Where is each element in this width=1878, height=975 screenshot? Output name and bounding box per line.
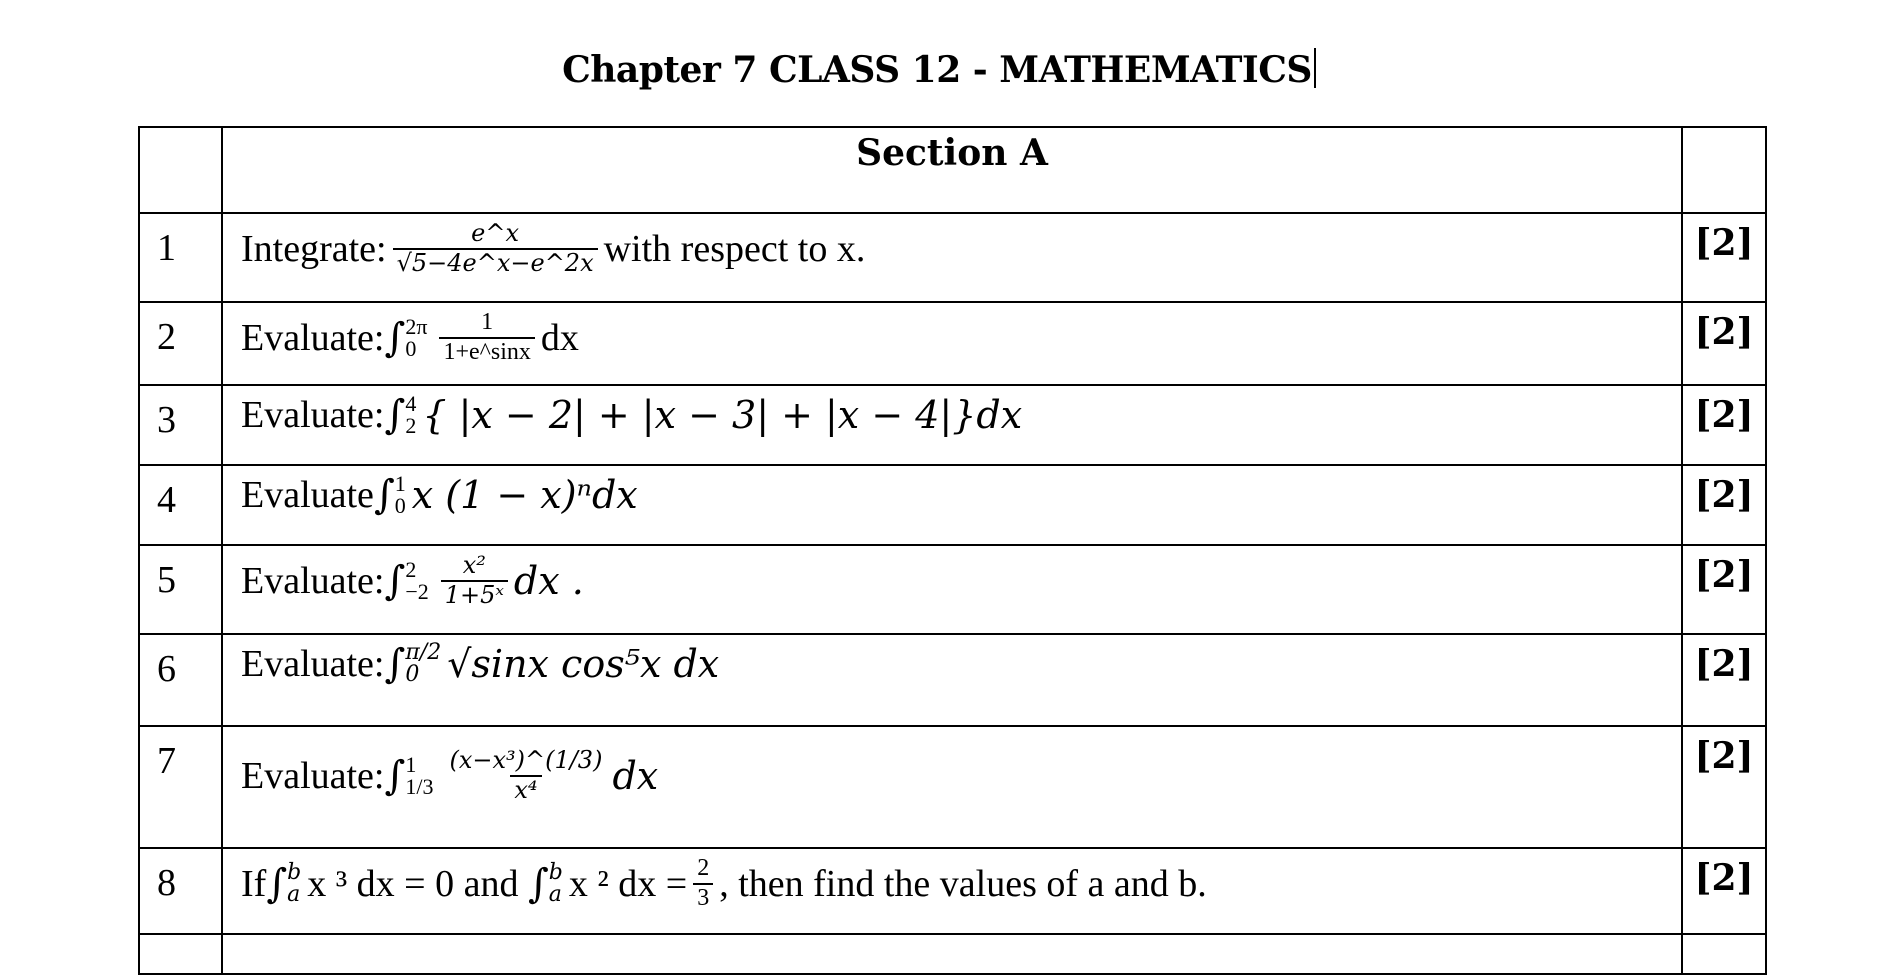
table-row	[139, 634, 1766, 726]
page-title	[0, 48, 1878, 91]
marks-label: [2]	[1682, 848, 1766, 934]
question-text: Integrate: $\frac{e\^{}x}{√5-4e\^{}x-e\^{}2x}$ with respect to x.	[222, 213, 1682, 302]
question-text: Evaluate: ∫ π/2 0 √sinx cos⁵x dx	[222, 634, 1682, 726]
table-row	[139, 465, 1766, 545]
table-row	[139, 545, 1766, 634]
integral-sign-icon: ∫	[527, 860, 549, 907]
cell-empty	[1682, 934, 1766, 974]
cell-empty	[139, 934, 222, 974]
integral-sign-icon: ∫	[384, 314, 406, 361]
marks-label: [2]	[1682, 465, 1766, 545]
integral-limits: 2 −2	[405, 556, 429, 604]
section-title: Section A	[222, 127, 1682, 213]
question-number: 1	[139, 213, 222, 302]
fraction: $\frac{1}{1+e\^{}\sin x}$	[439, 309, 534, 366]
table-row	[139, 302, 1766, 385]
marks-label: [2]	[1682, 545, 1766, 634]
questions-table	[138, 126, 1767, 975]
marks-label: [2]	[1682, 385, 1766, 465]
fraction: $\frac{\text{x²}}{\text{1+5ˣ}}$	[441, 552, 508, 609]
integral-limits: π/2 0	[405, 640, 442, 687]
cell-empty	[139, 127, 222, 213]
question-number: 8	[139, 848, 222, 934]
cell-empty	[1682, 127, 1766, 213]
question-text: Evaluate: ∫ 2π 0 $\frac{1}{1+e\^{}\sin x}$ dx	[222, 302, 1682, 385]
question-text: If ∫ b a x ³ dx = 0 and ∫ b a x ² dx = $\frac{2}{3}$ , then find the values of a and b.	[222, 848, 1682, 934]
fraction: $\frac{e\^{}x}{√5-4e\^{}x-e\^{}2x}$	[393, 220, 598, 277]
cell-empty	[222, 934, 1682, 974]
marks-label: [2]	[1682, 634, 1766, 726]
text-cursor	[1314, 48, 1316, 88]
integral-sign-icon: ∫	[384, 557, 406, 604]
question-number: 6	[139, 634, 222, 726]
marks-label: [2]	[1682, 302, 1766, 385]
question-number: 3	[139, 385, 222, 465]
table-row	[139, 385, 1766, 465]
integral-limits: 4 2	[405, 391, 417, 438]
marks-label: [2]	[1682, 726, 1766, 848]
table-row	[139, 726, 1766, 848]
question-text: Evaluate: ∫ 4 2 { |x − 2| + |x − 3| + |x − 4|}dx	[222, 385, 1682, 465]
title-text[interactable]: Chapter 7 CLASS 12 - MATHEMATICS	[562, 49, 1312, 91]
integral-limits: 1 1/3	[405, 751, 434, 799]
fraction: $\frac{2}{3}$	[693, 855, 713, 912]
table-row	[139, 934, 1766, 974]
question-number: 7	[139, 726, 222, 848]
section-header-row	[139, 127, 1766, 213]
question-number: 4	[139, 465, 222, 545]
integral-limits: b a	[287, 859, 302, 907]
question-number: 2	[139, 302, 222, 385]
question-text: Evaluate ∫ 1 0 x (1 − x)ⁿdx	[222, 465, 1682, 545]
question-number: 5	[139, 545, 222, 634]
marks-label: [2]	[1682, 213, 1766, 302]
integral-limits: 1 0	[394, 471, 406, 518]
integral-sign-icon: ∫	[384, 641, 406, 687]
integral-sign-icon: ∫	[384, 392, 406, 438]
integral-sign-icon: ∫	[384, 752, 406, 799]
integral-limits: 2π 0	[405, 313, 428, 361]
question-text: Evaluate: ∫ 2 −2 $\frac{\text{x²}}{\text{1+5ˣ}}$ dx .	[222, 545, 1682, 634]
question-text: Evaluate: ∫ 1 1/3 $\frac{\text{(x−x³)\textasciicircum{}(1/3)}}{\text{x⁴}}$ dx	[222, 726, 1682, 848]
integral-limits: b a	[548, 859, 563, 907]
table-row	[139, 848, 1766, 934]
fraction: $\frac{\text{(x−x³)\textasciicircum{}(1/3)}}{\text{x⁴}}$	[449, 746, 603, 804]
integral-sign-icon: ∫	[266, 860, 288, 907]
table-row	[139, 213, 1766, 302]
integral-sign-icon: ∫	[373, 472, 395, 518]
